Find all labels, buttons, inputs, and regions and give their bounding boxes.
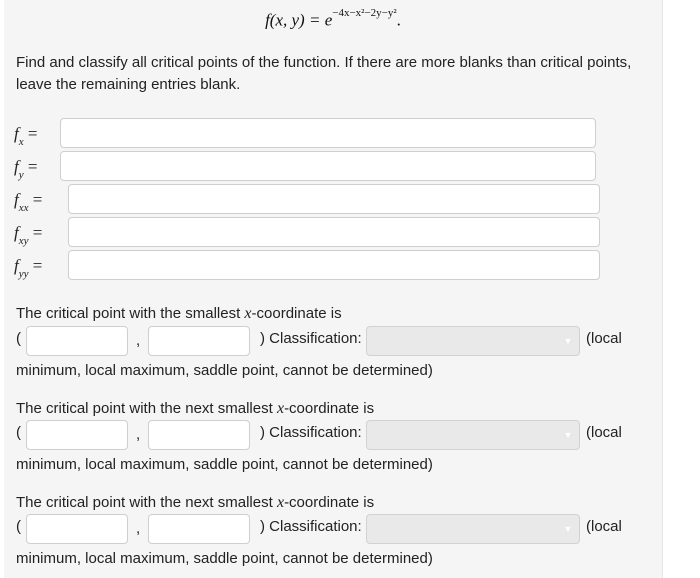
open-paren: ( bbox=[16, 330, 21, 347]
derivative-label: $f_{yy}$ = bbox=[14, 256, 43, 281]
cp3-y-input[interactable] bbox=[148, 514, 250, 544]
fxy-input[interactable] bbox=[68, 217, 600, 247]
comma: , bbox=[136, 426, 141, 443]
classification-label: ) Classification: bbox=[260, 330, 362, 347]
classification-label: ) Classification: bbox=[260, 424, 362, 441]
cp2-row bbox=[16, 420, 656, 450]
chevron-down-icon: ▼ bbox=[563, 430, 573, 440]
cp1-classification-select[interactable] bbox=[366, 326, 580, 356]
fx-input[interactable] bbox=[60, 118, 596, 148]
fyy-input[interactable] bbox=[68, 250, 600, 280]
cp3-x-input[interactable] bbox=[26, 514, 128, 544]
local-text: (local bbox=[586, 424, 622, 441]
function-lhs: f(x, y) = bbox=[265, 10, 325, 30]
chevron-down-icon: ▼ bbox=[563, 524, 573, 534]
question-panel bbox=[4, 0, 663, 578]
derivative-label: $f_x$ = bbox=[14, 124, 38, 149]
cp1-options-text: minimum, local maximum, saddle point, cannot be determined) bbox=[16, 362, 433, 379]
function-base: e bbox=[324, 10, 333, 30]
derivative-label: $f_{xy}$ = bbox=[14, 223, 43, 248]
cp2-prompt: The critical point with the next smallest x-coordinate is bbox=[16, 400, 375, 417]
open-paren: ( bbox=[16, 424, 21, 441]
cp1-y-input[interactable] bbox=[148, 326, 250, 356]
instructions: Find and classify all critical points of the function. If there are more blanks than critical points, leave the remaining entries blank. bbox=[16, 54, 632, 93]
local-text: (local bbox=[586, 330, 622, 347]
cp3-row bbox=[16, 514, 656, 544]
function-period: . bbox=[396, 10, 401, 30]
cp3-prompt: The critical point with the next smallest x-coordinate is bbox=[16, 494, 375, 511]
derivative-label: $f_{xx}$ = bbox=[14, 190, 43, 215]
function-exponent: −4x−x²−2y−y² bbox=[332, 7, 397, 19]
cp3-options-text: minimum, local maximum, saddle point, cannot be determined) bbox=[16, 550, 433, 567]
cp2-options-text: minimum, local maximum, saddle point, cannot be determined) bbox=[16, 456, 433, 473]
cp3-classification-select[interactable] bbox=[366, 514, 580, 544]
fy-input[interactable] bbox=[60, 151, 596, 181]
comma: , bbox=[136, 520, 141, 537]
cp1-prompt: The critical point with the smallest x-coordinate is bbox=[16, 305, 342, 322]
cp1-row bbox=[16, 326, 656, 356]
local-text: (local bbox=[586, 518, 622, 535]
derivative-label: $f_y$ = bbox=[14, 157, 38, 182]
classification-label: ) Classification: bbox=[260, 518, 362, 535]
comma: , bbox=[136, 332, 141, 349]
cp2-y-input[interactable] bbox=[148, 420, 250, 450]
chevron-down-icon: ▼ bbox=[563, 336, 573, 346]
cp2-x-input[interactable] bbox=[26, 420, 128, 450]
cp2-classification-select[interactable] bbox=[366, 420, 580, 450]
open-paren: ( bbox=[16, 518, 21, 535]
fxx-input[interactable] bbox=[68, 184, 600, 214]
function-definition bbox=[4, 7, 662, 31]
cp1-x-input[interactable] bbox=[26, 326, 128, 356]
